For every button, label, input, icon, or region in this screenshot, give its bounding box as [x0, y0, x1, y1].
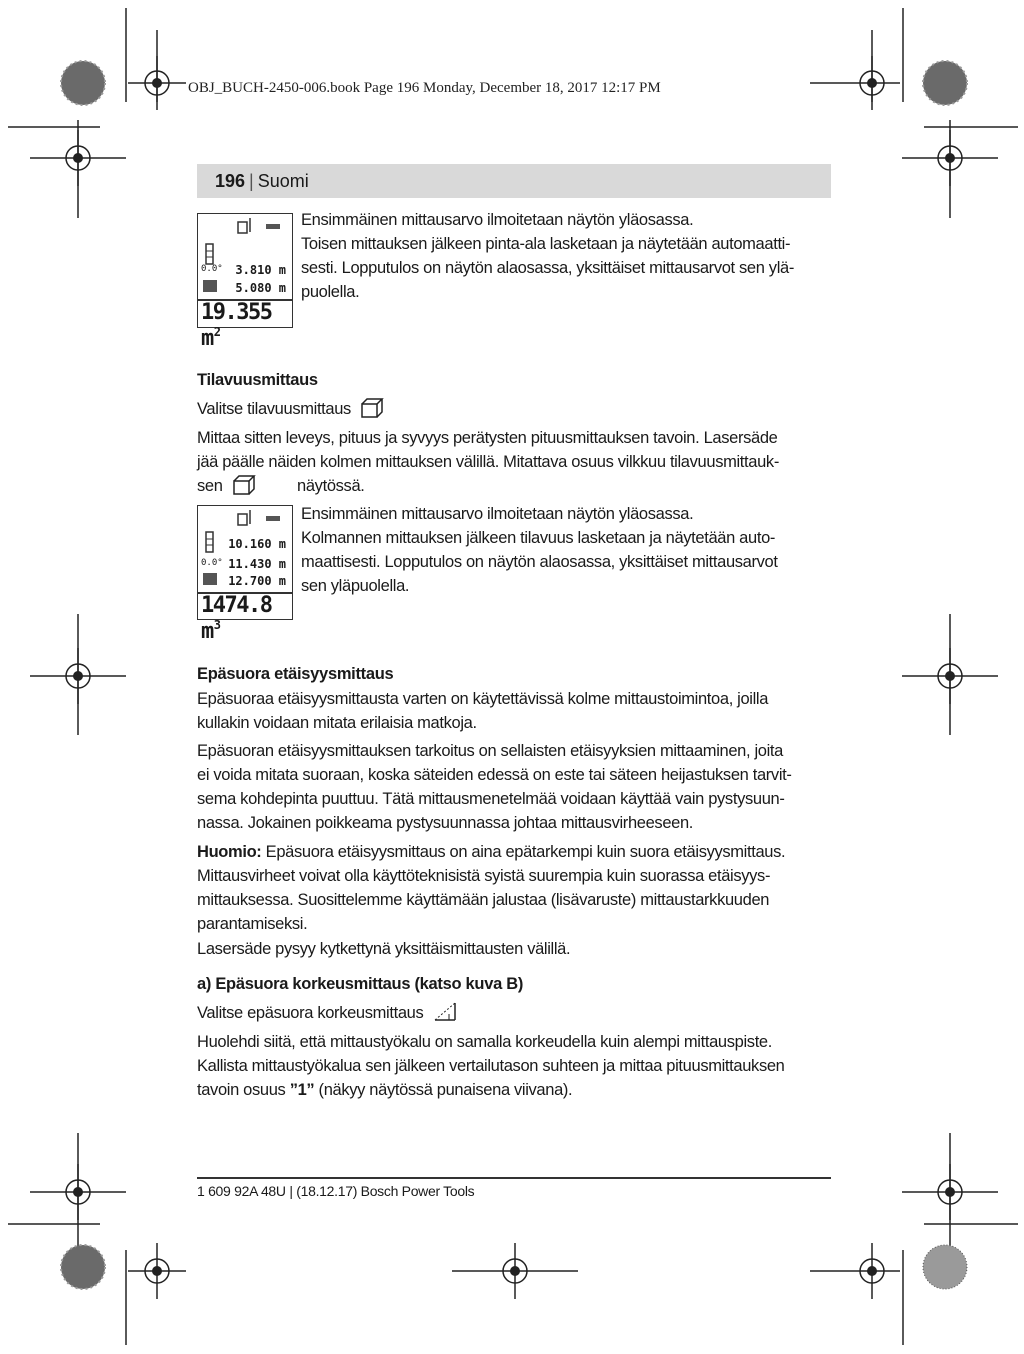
volume-display-illustration	[197, 505, 293, 644]
volume-heading: Tilavuusmittaus	[197, 371, 318, 389]
display-result: 19.355 $m^2$	[201, 300, 272, 351]
volume-select-line: Valitse tilavuusmittaus	[197, 397, 385, 421]
indirect-paragraph-1: Epäsuoraa etäisyysmittausta varten on käytettävissä kolme mittaustoimintoa, joilla kullakin voidaan mitata erilaisia matkoja.	[197, 690, 769, 732]
header-separator: |	[249, 170, 254, 191]
display-value-1: 3.810 m	[235, 263, 286, 277]
area-display-illustration	[197, 213, 293, 351]
star-target-bottom-left	[61, 1245, 105, 1289]
section-title: Suomi	[257, 170, 309, 191]
footer-rule	[197, 1177, 831, 1179]
volume-mode-display-icon	[203, 573, 217, 585]
volume-description: Ensimmäinen mittausarvo ilmoitetaan näytön yläosassa. Kolmannen mittauksen jälkeen tilavuus lasketaan ja näytetään auto- maattisesti. Lopputulos on näytön alaosassa, yksittäiset mittausarvot sen yläpuolella.	[301, 505, 778, 595]
indirect-height-paragraph: Huolehdi siitä, että mittaustyökalu on samalla korkeudella kuin alempi mittauspiste. Kallista mittaustyökalua sen jälkeen vertailutason suhteen ja mittaa pituusmittauksen tavoin osuus ”1” (näkyy näytössä punaisena viivana).	[197, 1033, 785, 1099]
volume-mode-icon	[359, 397, 385, 419]
display-value-1: 11.430 m	[228, 557, 286, 571]
indirect-height-subheading: a) Epäsuora korkeusmittaus (katso kuva B)	[197, 975, 524, 993]
indirect-height-icon	[431, 1000, 459, 1024]
indirect-heading: Epäsuora etäisyysmittaus	[197, 665, 394, 683]
display-angle: 0.0°	[201, 558, 223, 568]
crosshair-mark-top-right	[810, 56, 900, 110]
indirect-height-select-line: Valitse epäsuora korkeusmittaus	[197, 1000, 459, 1025]
star-target-top-right	[923, 61, 967, 105]
indirect-note: Huomio: Epäsuora etäisyysmittaus on aina epätarkempi kuin suora etäisyysmittaus. Mittausvirheet voivat olla käyttöteknisistä syistä suurempia kuin suorassa etäisyys- mittauksessa. Suosittelemme käyttämään jalustaa (lisävaruste) mittaustarkkuuden parantamiseksi.	[197, 843, 786, 933]
display-result: 1474.8 $m^3$	[201, 593, 272, 644]
display-value-0: 10.160 m	[228, 537, 286, 551]
volume-paragraph: Mittaa sitten leveys, pituus ja syvyys perätysten pituusmittauksen tavoin. Lasersäde jää päälle näiden kolmen mittauksen välillä. Mitattava osuus vilkkuu tilavuusmittauk- sen näytössä.	[197, 429, 779, 495]
note-label: Huomio:	[197, 843, 262, 861]
indirect-paragraph-2: Epäsuoran etäisyysmittauksen tarkoitus on sellaisten etäisyyksien mittaaminen, joita ei voida mitata suoraan, koska säteiden edessä on este tai säteen heijastuksen tarvit- sema kohdepinta puuttuu. Tätä mittausmenetelmää voidaan käyttää vain pystysuun- nassa. Jokainen poikkeama pystysuunnassa johtaa mittausvirheeseen.	[197, 742, 792, 832]
footer-text: 1 609 92A 48U | (18.12.17) Bosch Power Tools	[197, 1183, 475, 1199]
print-slug-line: OBJ_BUCH-2450-006.book Page 196 Monday, December 18, 2017 12:17 PM	[188, 80, 661, 96]
page-number: 196	[215, 170, 246, 191]
display-angle: 0.0°	[201, 264, 223, 274]
star-target-bottom-right	[923, 1245, 967, 1289]
display-value-2: 12.700 m	[228, 574, 286, 588]
area-mode-icon	[203, 280, 217, 292]
page-header-bar	[197, 164, 831, 198]
area-description: Ensimmäinen mittausarvo ilmoitetaan näytön yläosassa. Toisen mittauksen jälkeen pinta-ala lasketaan ja näytetään automaatti- sesti. Lopputulos on näytön alaosassa, yksittäiset mittausarvot sen ylä- puolella.	[301, 211, 794, 301]
star-target-top-left	[61, 61, 105, 105]
volume-mode-icon-inline	[231, 474, 257, 496]
display-value-2: 5.080 m	[235, 281, 286, 295]
indirect-paragraph-4: Lasersäde pysyy kytkettynä yksittäismittausten välillä.	[197, 940, 571, 958]
